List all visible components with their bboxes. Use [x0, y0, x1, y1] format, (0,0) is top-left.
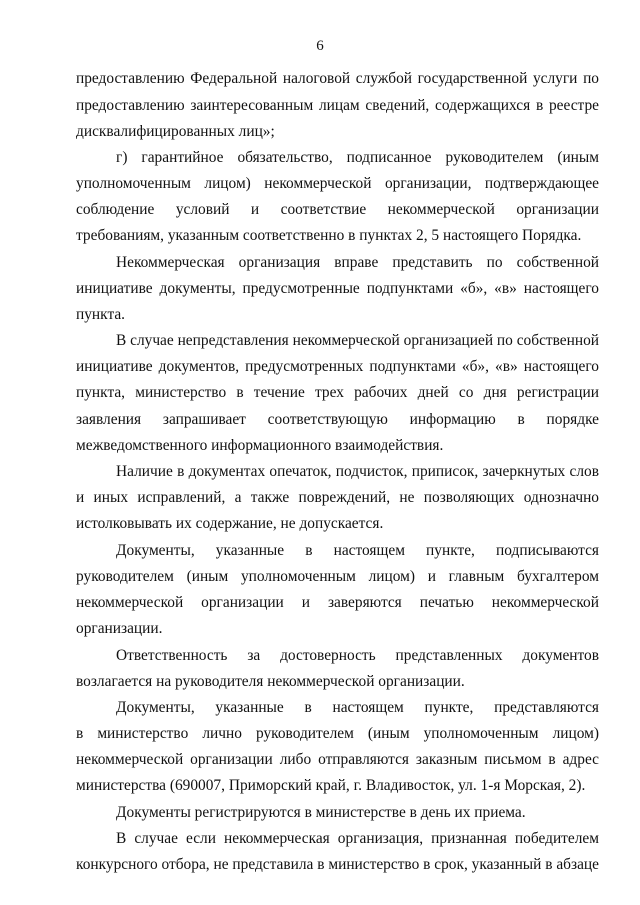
text-line: соблюдение условий и соответствие некоммерческой организации [76, 201, 599, 218]
text-line: некоммерческой организации и заверяются печатью некоммерческой [76, 594, 599, 611]
text-line: Документы регистрируются в министерстве в день их приема. [116, 804, 526, 821]
text-line: Ответственность за достоверность представленных документов [116, 647, 599, 664]
text-line: в министерство лично руководителем (иным уполномоченным лицом) [76, 725, 599, 742]
text-line: дисквалифицированных лиц»; [76, 123, 275, 140]
text-line: межведомственного информационного взаимодействия. [76, 437, 444, 454]
text-line: Документы, указанные в настоящем пункте, подписываются [116, 542, 599, 559]
text-line: пункта, министерство в течение трех рабочих дней со дня регистрации [76, 384, 599, 401]
text-line: и иных исправлений, а также повреждений, не позволяющих однозначно [76, 489, 599, 506]
text-line: требованиям, указанным соответственно в пунктах 2, 5 настоящего Порядка. [76, 227, 582, 244]
text-line: организации. [76, 620, 163, 637]
text-line: руководителем (иным уполномоченным лицом) и главным бухгалтером [76, 568, 599, 585]
text-line: В случае непредставления некоммерческой организацией по собственной [116, 332, 600, 349]
text-line: некоммерческой организации либо отправляются заказным письмом в адрес [76, 751, 599, 768]
text-line: возлагается на руководителя некоммерческой организации. [76, 673, 465, 690]
text-line: истолковывать их содержание, не допускается. [76, 515, 384, 532]
text-line: конкурсного отбора, не представила в министерство в срок, указанный в абзаце [76, 856, 599, 873]
text-line: Некоммерческая организация вправе представить по собственной [116, 254, 599, 271]
text-line: предоставлению Федеральной налоговой службой государственной услуги по [76, 70, 599, 87]
text-line: инициативе документы, предусмотренные подпунктами «б», «в» настоящего [76, 280, 599, 297]
text-line: инициативе документов, предусмотренных подпунктами «б», «в» настоящего [76, 358, 599, 375]
text-line: предоставлению заинтересованным лицам сведений, содержащихся в реестре [76, 97, 599, 114]
text-line: Документы, указанные в настоящем пункте, представляются [116, 699, 599, 716]
page-number: 6 [316, 38, 324, 54]
text-line: уполномоченным лицом) некоммерческой организации, подтверждающее [76, 175, 599, 192]
text-line: заявления запрашивает соответствующую информацию в порядке [76, 411, 599, 428]
text-line: Наличие в документах опечаток, подчисток, приписок, зачеркнутых слов [116, 463, 599, 480]
text-line: г) гарантийное обязательство, подписанное руководителем (иным [116, 149, 599, 166]
text-line: министерства (690007, Приморский край, г. Владивосток, ул. 1-я Морская, 2). [76, 777, 586, 794]
text-line: В случае если некоммерческая организация, признанная победителем [116, 830, 599, 847]
text-line: пункта. [76, 306, 126, 323]
